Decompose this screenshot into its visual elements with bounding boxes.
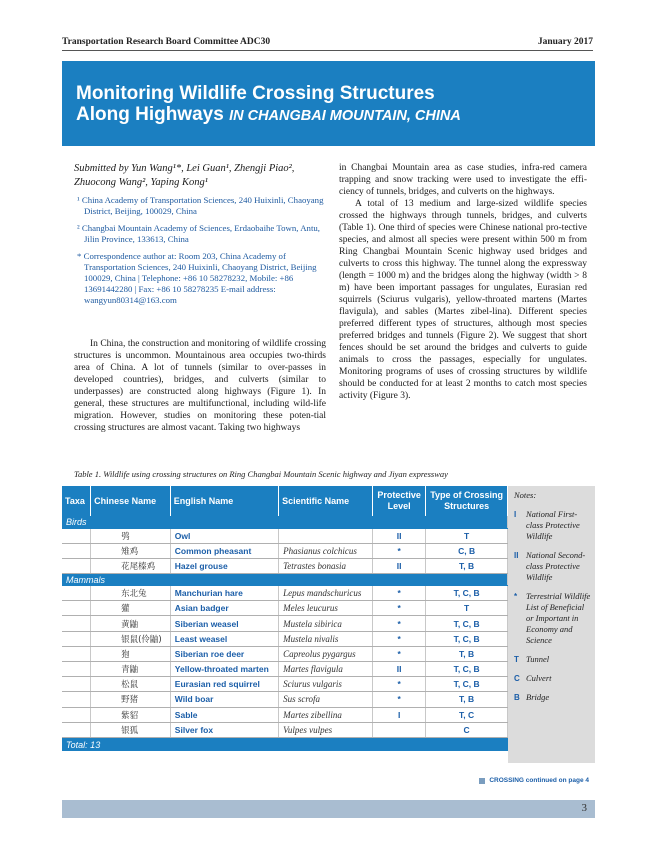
wildlife-table — [62, 486, 508, 751]
table-group-row — [62, 516, 508, 528]
crossing-type-cell: T, C, B — [426, 677, 508, 692]
scientific-name-cell: Tetrastes bonasia — [279, 558, 373, 573]
note-key: C — [514, 674, 520, 683]
scientific-name-cell: Capreolus pygargus — [279, 646, 373, 661]
article-title-line2 — [76, 104, 595, 127]
note-key: * — [514, 592, 518, 601]
scientific-name-cell — [279, 528, 373, 543]
english-name-cell: Manchurian hare — [170, 586, 278, 601]
crossing-type-cell: T, B — [426, 558, 508, 573]
byline-line1: Submitted by Yun Wang¹*, Lei Guan¹, Zhengji Piao², — [74, 163, 295, 174]
chinese-name-cell: 狍 — [91, 646, 171, 661]
article-title-location: IN CHANGBAI MOUNTAIN, CHINA — [229, 108, 461, 124]
note-text: Bridge — [526, 692, 550, 702]
footer-bar — [62, 800, 595, 818]
english-name-cell: Common pheasant — [170, 543, 278, 558]
taxa-cell — [62, 601, 91, 616]
chinese-name-cell: 雉鸡 — [91, 543, 171, 558]
intro-paragraph-continued: in Changbai Mountain area as case studies, infra-red camera trapping and snow tracking were used to investigate the effi-ciency of tunnels, bridges, and culverts on the highways. — [339, 163, 587, 197]
note-text: National First-class Protective Wildlife — [526, 509, 580, 541]
scientific-name-cell: Meles leucurus — [279, 601, 373, 616]
taxa-cell — [62, 616, 91, 631]
note-key: B — [514, 693, 520, 702]
note-key: II — [514, 551, 519, 560]
byline-line2: Zhuocong Wang², Yaping Kong¹ — [74, 176, 208, 188]
table-row — [62, 586, 508, 601]
note-item — [514, 550, 591, 583]
table-row — [62, 601, 508, 616]
english-name-cell: Eurasian red squirrel — [170, 677, 278, 692]
table-row — [62, 707, 508, 722]
note-item — [514, 673, 591, 684]
article-title-line1: Monitoring Wildlife Crossing Structures — [76, 83, 435, 104]
protective-level-cell: I — [373, 707, 426, 722]
title-banner — [62, 61, 595, 146]
note-text: Culvert — [526, 673, 552, 683]
scientific-name-cell: Mustela sibirica — [279, 616, 373, 631]
english-name-cell: Siberian weasel — [170, 616, 278, 631]
correspondence-contact[interactable]: * Correspondence author at: Room 203, China Academy of Transportation Sciences, 240 Huixinli, Chaoyang District, Beijing 100029, China | Telephone: +86 10 58278232, Mobile: +86 13691442280 | Fax: +86 10 58278235 E-mail address: wangyun80314@163.com — [77, 251, 317, 305]
english-name-cell: Asian badger — [170, 601, 278, 616]
intro-paragraph: In China, the construction and monitoring of wildlife crossing structures is uncommon. Mountainous area occupies two-thirds area of China. A lot of tunnels (similar to over-passes in developed countries), bridges, and culverts (similar to underpasses) are constructed along highways (Figure 1). In general, these structures are multifunctional, including wild-life migration. However, studies on monitoring these poten-tial crossing structures are almost vacant. Taking two highways — [74, 339, 326, 433]
taxa-cell — [62, 692, 91, 707]
protective-level-cell: * — [373, 692, 426, 707]
english-name-cell: Wild boar — [170, 692, 278, 707]
chinese-name-cell: 银鼠(伶鼬) — [91, 631, 171, 646]
note-item — [514, 654, 591, 665]
protective-level-cell: * — [373, 601, 426, 616]
table-row — [62, 722, 508, 737]
chinese-name-cell: 鸮 — [91, 528, 171, 543]
affiliation-2: ² Changbai Mountain Academy of Sciences, Erdaobaihe Town, Antu, Jilin Province, 133613, China — [77, 223, 320, 244]
table-group-row — [62, 574, 508, 586]
table-row — [62, 631, 508, 646]
crossing-type-cell: T, B — [426, 692, 508, 707]
crossing-type-cell: T, C, B — [426, 586, 508, 601]
protective-level-cell: * — [373, 646, 426, 661]
table-row — [62, 677, 508, 692]
notes-sidebar — [508, 486, 595, 763]
table-row — [62, 616, 508, 631]
note-text: Terrestrial Wildlife List of Beneficial or Important in Economy and Science — [526, 591, 591, 645]
table-row — [62, 543, 508, 558]
taxa-cell — [62, 558, 91, 573]
chinese-name-cell: 花尾榛鸡 — [91, 558, 171, 573]
header-rule — [62, 50, 593, 51]
protective-level-cell: II — [373, 528, 426, 543]
scientific-name-cell: Martes zibellina — [279, 707, 373, 722]
issue-date: January 2017 — [537, 37, 593, 47]
taxa-cell — [62, 528, 91, 543]
crossing-type-cell: T, C, B — [426, 631, 508, 646]
protective-level-cell — [373, 722, 426, 737]
crossing-type-cell: T — [426, 601, 508, 616]
note-text: Tunnel — [526, 654, 550, 664]
chinese-name-cell: 獾 — [91, 601, 171, 616]
total-label: Total: 13 — [62, 737, 508, 751]
chinese-name-cell: 青鼬 — [91, 662, 171, 677]
results-paragraph: A total of 13 medium and large-sized wildlife species crossed the highways through tunnels, bridges, and culverts (Table 1). One third of species were Chinese national pro-tective species, and almost all species were present within 500 m from Ring Changbai Mountain Scenic highway used bridges and culverts to cross this highway. The tunnel along the expressway (length = 1000 m) and the bridges along the highway (width > 8 m) have been important passages for ungulates, Eurasian red squirrels (Sciurus vulgaris), yellow-throated martens (Martes flavigula), and sables (Martes zibel-lina). Different species preferred different types of structures, although most species preferred bridges and tunnels (Figure 2). We suggest that short fences should be set around the bridges and culverts to guide animals to cross the passages, especially for ungulates. Monitoring programs of uses of crossing structures by wildlife should be conducted for at least 2 months to catch most species activity (Figure 3). — [339, 199, 587, 401]
square-bullet-icon — [479, 778, 485, 784]
chinese-name-cell: 野猪 — [91, 692, 171, 707]
note-item — [514, 591, 591, 646]
note-item — [514, 509, 591, 542]
note-item — [514, 692, 591, 703]
taxa-cell — [62, 631, 91, 646]
page-number: 3 — [581, 802, 587, 814]
protective-level-cell: * — [373, 543, 426, 558]
group-label: Mammals — [62, 574, 508, 586]
journal-name: Transportation Research Board Committee ADC30 — [62, 37, 271, 47]
scientific-name-cell: Martes flavigula — [279, 662, 373, 677]
english-name-cell: Siberian roe deer — [170, 646, 278, 661]
affiliation-1: ¹ China Academy of Transportation Sciences, 240 Huixinli, Chaoyang District, Beijing, 100029, China — [77, 195, 324, 216]
continued-text: CROSSING continued on page 4 — [489, 777, 589, 784]
scientific-name-cell: Sus scrofa — [279, 692, 373, 707]
note-key: T — [514, 655, 519, 664]
taxa-cell — [62, 662, 91, 677]
col-header-taxa: Taxa — [62, 486, 91, 516]
english-name-cell: Silver fox — [170, 722, 278, 737]
english-name-cell: Hazel grouse — [170, 558, 278, 573]
col-header-scientific-name: Scientific Name — [279, 486, 373, 516]
col-header-english-name: English Name — [170, 486, 278, 516]
crossing-type-cell: T, C, B — [426, 616, 508, 631]
crossing-type-cell: T, C — [426, 707, 508, 722]
chinese-name-cell: 黄鼬 — [91, 616, 171, 631]
chinese-name-cell: 紫貂 — [91, 707, 171, 722]
right-column — [339, 162, 587, 402]
chinese-name-cell: 松鼠 — [91, 677, 171, 692]
scientific-name-cell: Lepus mandschuricus — [279, 586, 373, 601]
crossing-type-cell: T, C, B — [426, 662, 508, 677]
taxa-cell — [62, 543, 91, 558]
table-row — [62, 646, 508, 661]
protective-level-cell: * — [373, 616, 426, 631]
scientific-name-cell: Sciurus vulgaris — [279, 677, 373, 692]
taxa-cell — [62, 722, 91, 737]
note-key: I — [514, 510, 517, 519]
taxa-cell — [62, 586, 91, 601]
table-total-row — [62, 737, 508, 751]
protective-level-cell: II — [373, 662, 426, 677]
chinese-name-cell: 东北兔 — [91, 586, 171, 601]
taxa-cell — [62, 677, 91, 692]
scientific-name-cell: Phasianus colchicus — [279, 543, 373, 558]
protective-level-cell: * — [373, 631, 426, 646]
crossing-type-cell: T, B — [426, 646, 508, 661]
scientific-name-cell: Vulpes vulpes — [279, 722, 373, 737]
taxa-cell — [62, 707, 91, 722]
protective-level-cell: II — [373, 558, 426, 573]
group-label: Birds — [62, 516, 508, 528]
crossing-type-cell: C — [426, 722, 508, 737]
table-row — [62, 662, 508, 677]
col-header-protective-level: Protective Level — [373, 486, 426, 516]
crossing-type-cell: T — [426, 528, 508, 543]
english-name-cell: Owl — [170, 528, 278, 543]
note-text: National Second-class Protective Wildlife — [526, 550, 586, 582]
table-row — [62, 528, 508, 543]
english-name-cell: Sable — [170, 707, 278, 722]
english-name-cell: Yellow-throated marten — [170, 662, 278, 677]
protective-level-cell: * — [373, 677, 426, 692]
crossing-type-cell: C, B — [426, 543, 508, 558]
article-title-line2-main: Along Highways — [76, 104, 224, 125]
table-caption: Table 1. Wildlife using crossing structures on Ring Changbai Mountain Scenic highway and Jiyan expressway — [74, 469, 448, 479]
english-name-cell: Least weasel — [170, 631, 278, 646]
col-header-crossing-type: Type of Crossing Structures — [426, 486, 508, 516]
table-row — [62, 558, 508, 573]
notes-title: Notes: — [514, 490, 537, 500]
scientific-name-cell: Mustela nivalis — [279, 631, 373, 646]
chinese-name-cell: 银狐 — [91, 722, 171, 737]
continued-link[interactable] — [479, 777, 589, 784]
left-column — [74, 162, 326, 434]
col-header-chinese-name: Chinese Name — [91, 486, 171, 516]
taxa-cell — [62, 646, 91, 661]
table-row — [62, 692, 508, 707]
table-header-row — [62, 486, 508, 516]
protective-level-cell: * — [373, 586, 426, 601]
